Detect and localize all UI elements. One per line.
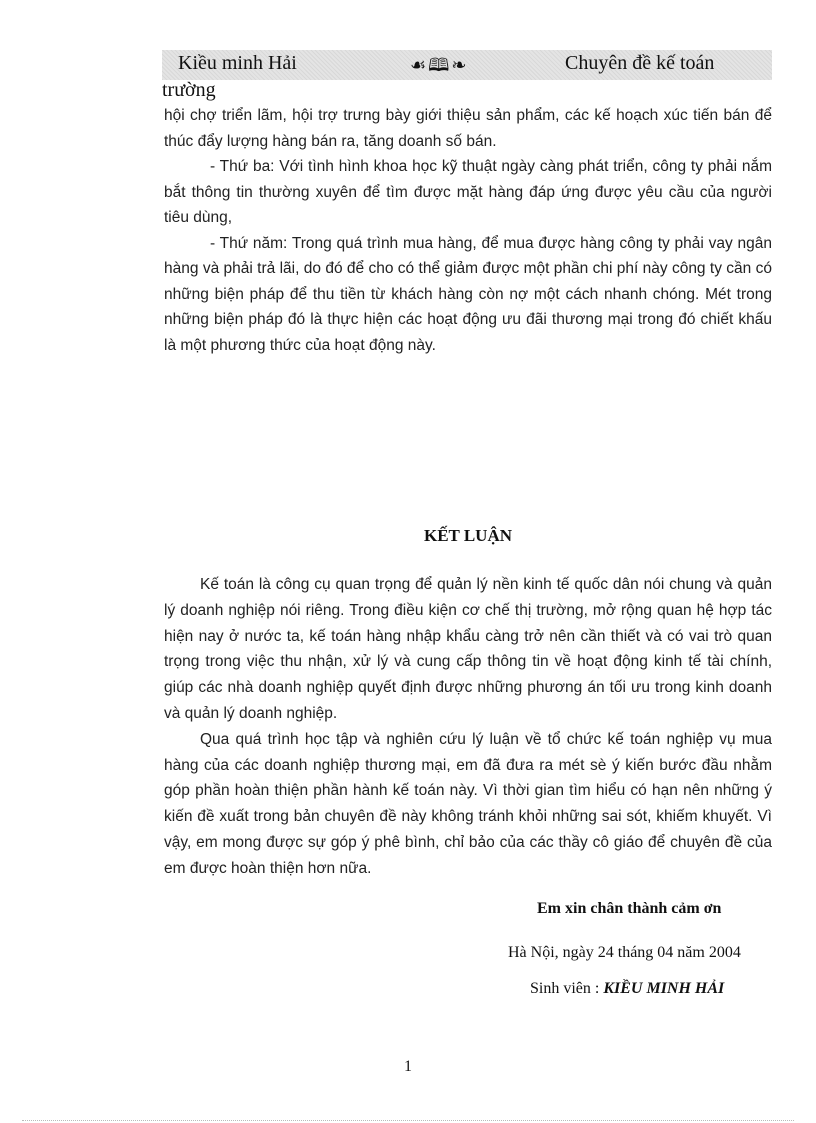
page-number: 1	[404, 1058, 412, 1075]
continuation-section	[164, 103, 772, 358]
conclusion-section	[164, 572, 772, 882]
page-bottom-divider	[22, 1120, 794, 1121]
closing-date: Hà Nội, ngày 24 tháng 04 năm 2004	[508, 944, 741, 961]
paragraph: - Thứ năm: Trong quá trình mua hàng, để mua được hàng công ty phải vay ngân hàng và phải trả lãi, do đó để cho có thể giảm được một phần chi phí này công ty cần có những biện pháp để thu tiền từ khách hàng còn nợ một cách nhanh chóng. Mét trong những biện pháp đó là thực hiện các hoạt động ưu đãi thương mại trong đó chiết khấu là một phương thức của hoạt động này.	[164, 234, 772, 354]
page-header	[162, 50, 772, 80]
paragraph: Qua quá trình học tập và nghiên cứu lý luận về tổ chức kế toán nghiệp vụ mua hàng của các doanh nghiệp thương mại, em đã đưa ra mét sè ý kiến bước đầu nhằm góp phần hoàn thiện phần hành kế toán này. Vì thời gian tìm hiểu có hạn nên những ý kiến đề xuất trong bản chuyên đề này không tránh khỏi những sai sót, khiếm khuyết. Vì vậy, em mong được sự góp ý phê bình, chỉ bảo của các thầy cô giáo để chuyên đề của em được hoàn thiện hơn nữa.	[164, 730, 772, 877]
closing-thanks: Em xin chân thành cảm ơn	[537, 900, 722, 917]
section-title: KẾT LUẬN	[423, 526, 512, 545]
paragraph: hội chợ triển lãm, hội trợ trưng bày giới thiệu sản phẩm, các kế hoạch xúc tiến bán để thúc đẩy lượng hàng bán ra, tăng doanh số bán.	[164, 107, 772, 150]
signature-line	[530, 980, 724, 998]
book-ornament-icon: ☙🕮❧	[410, 55, 469, 75]
header-author-continuation: trường	[162, 79, 216, 101]
signer-name: KIỀU MINH HẢI	[603, 980, 725, 997]
paragraph: - Thứ ba: Với tình hình khoa học kỹ thuật ngày càng phát triển, công ty phải nắm bắt thông tin thường xuyên để tìm được mặt hàng đáp ứng được yêu cầu của người tiêu dùng,	[164, 158, 772, 226]
signer-label: Sinh viên :	[530, 980, 600, 997]
paragraph: Kế toán là công cụ quan trọng để quản lý nền kinh tế quốc dân nói chung và quản lý doanh nghiệp nói riêng. Trong điều kiện cơ chế thị trường, mở rộng quan hệ hợp tác hiện nay ở nước ta, kế toán hàng nhập khẩu càng trở nên cần thiết và có vai trò quan trọng trong việc thu nhận, xử lý và cung cấp thông tin về hoạt động kinh tế tài chính, giúp các nhà doanh nghiệp quyết định được những phương án tối ưu trong kinh doanh và quản lý doanh nghiệp.	[164, 576, 772, 722]
header-author: Kiều minh Hải	[178, 52, 297, 74]
header-subject: Chuyên đề kế toán	[565, 52, 715, 74]
